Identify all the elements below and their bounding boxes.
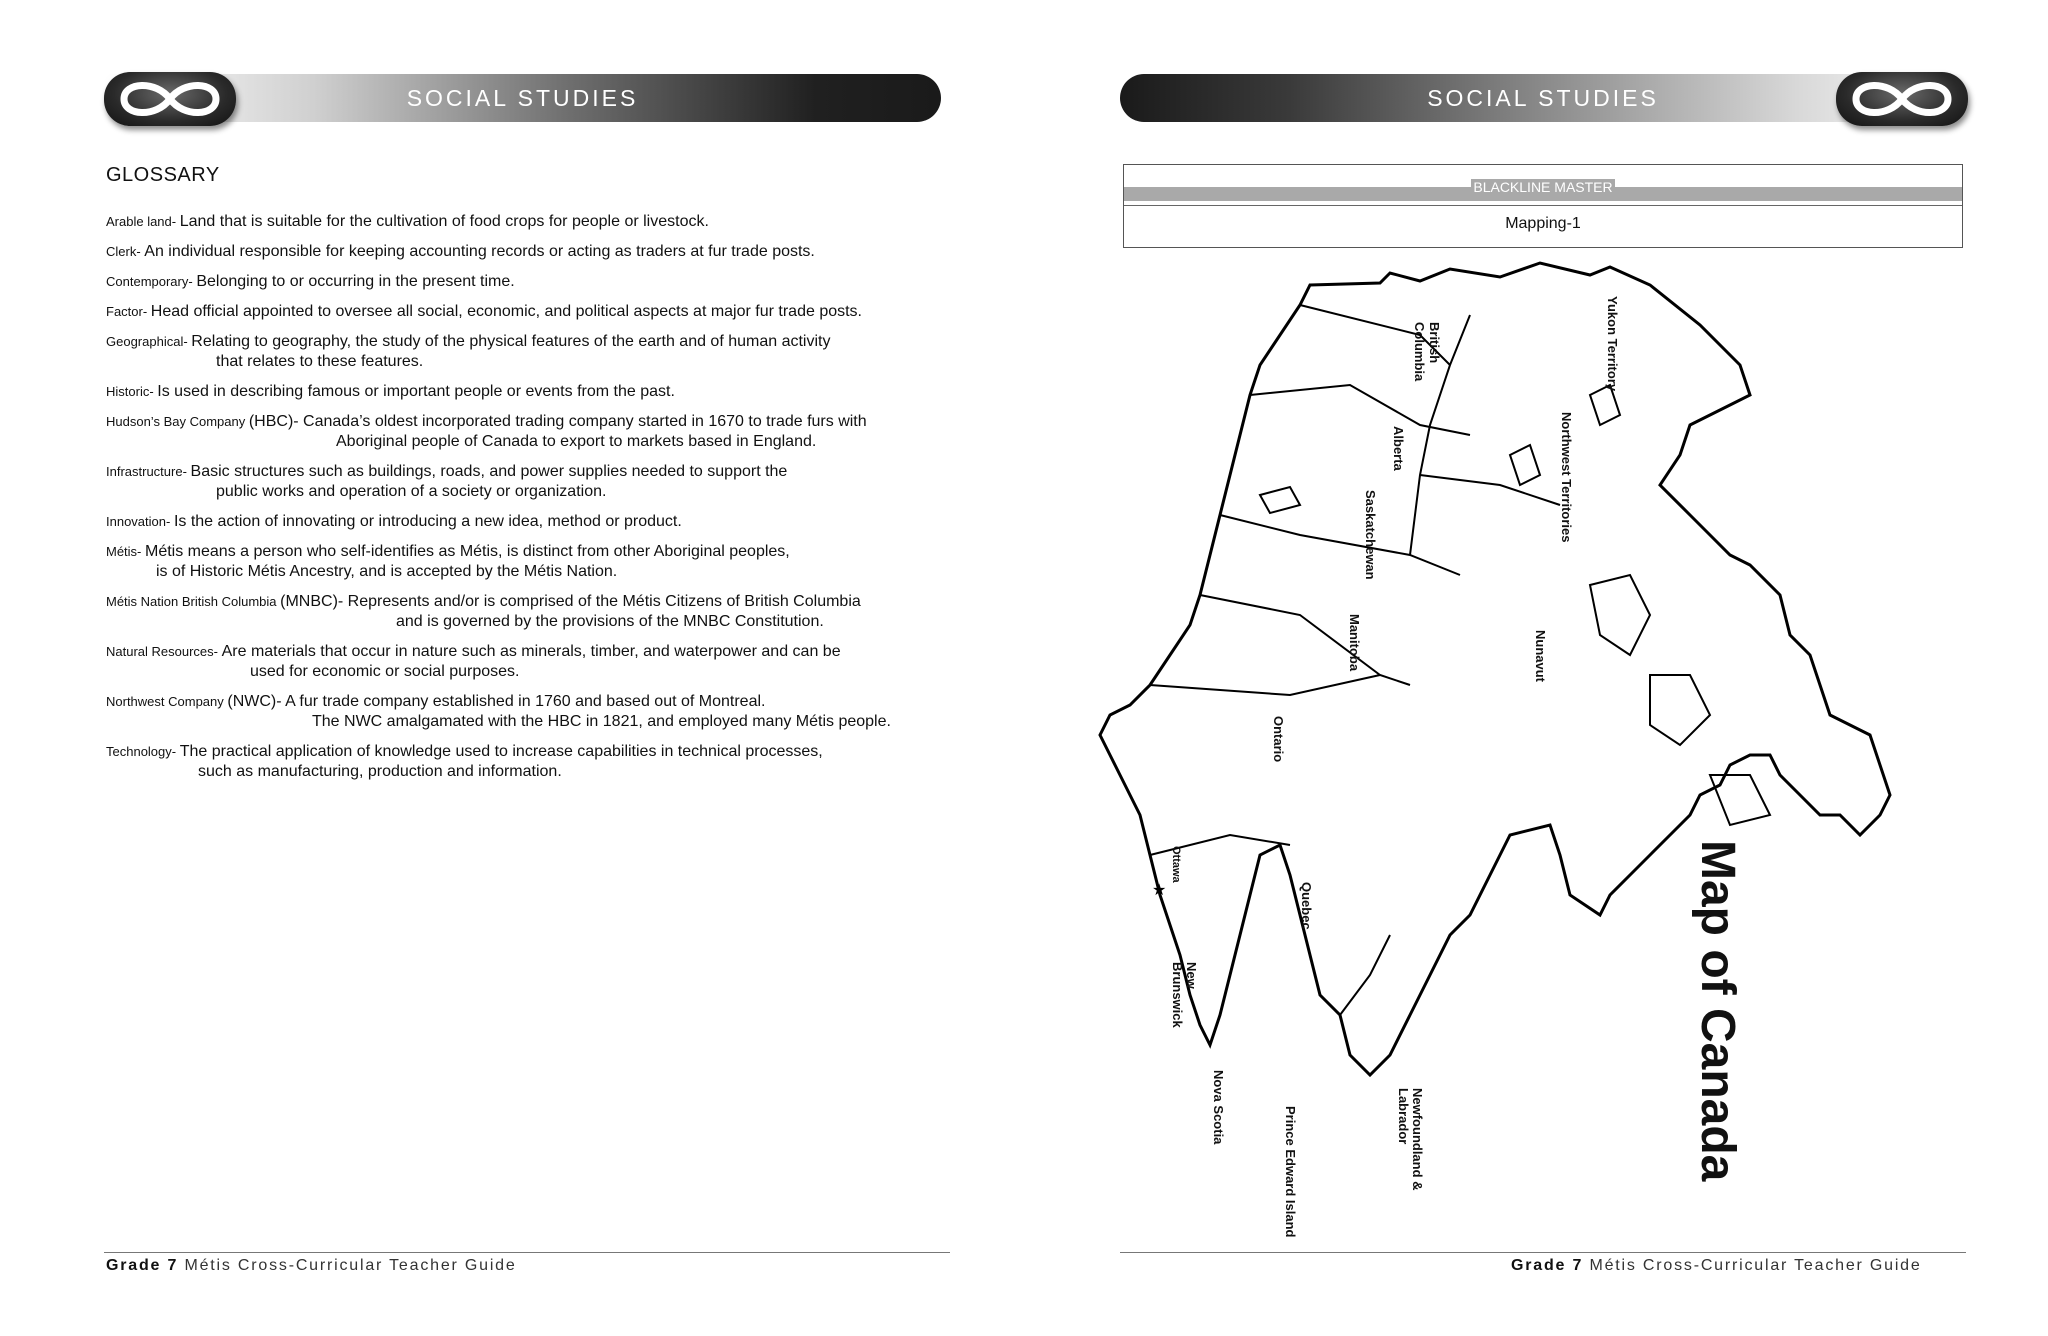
footer-grade: Grade 7: [106, 1257, 179, 1274]
glossary-term: Métis-: [106, 544, 145, 559]
footer-guide: Métis Cross-Curricular Teacher Guide: [184, 1257, 517, 1274]
glossary-definition: Is the action of innovating or introducing a new idea, method or product.: [173, 513, 682, 530]
right-header-title: SOCIAL STUDIES: [1427, 85, 1659, 111]
glossary-definition: (MNBC)- Represents and/or is comprised of the Métis Citizens of British Columbia: [280, 593, 861, 610]
glossary-entry: [106, 642, 841, 682]
glossary-term: Northwest Company: [106, 694, 228, 709]
mapping-label: Mapping-1: [1505, 215, 1581, 232]
glossary-entry: [106, 742, 823, 782]
glossary-entry: [106, 302, 862, 322]
map-label-nwt: Northwest Territories: [1559, 412, 1574, 543]
glossary-definition: Land that is suitable for the cultivation of food crops for people or livestock.: [179, 213, 709, 230]
map-label-newfoundland: Newfoundland & Labrador: [1396, 1088, 1425, 1191]
glossary-term: Geographical-: [106, 334, 192, 349]
glossary-definition-cont: such as manufacturing, production and information.: [198, 763, 562, 780]
glossary-definition-cont: and is governed by the provisions of the MNBC Constitution.: [396, 613, 824, 630]
glossary-definition: Belonging to or occurring in the present time.: [196, 273, 515, 290]
glossary-definition: Métis means a person who self-identifies as Métis, is distinct from other Aboriginal peoples,: [145, 543, 790, 560]
infinity-icon: [1836, 72, 1968, 126]
map-label-pei: Prince Edward Island: [1283, 1106, 1298, 1238]
glossary-term: Hudson’s Bay Company: [106, 414, 249, 429]
glossary-definition-cont: Aboriginal people of Canada to export to markets based in England.: [336, 433, 817, 450]
map-label-yukon: Yukon Territory: [1605, 296, 1620, 392]
glossary-definition: Is used in describing famous or important people or events from the past.: [157, 383, 675, 400]
left-footer: [106, 1257, 517, 1275]
glossary-entry: [106, 242, 815, 262]
blackline-label: BLACKLINE MASTER: [1473, 179, 1613, 195]
glossary-definition: (HBC)- Canada’s oldest incorporated trading company started in 1670 to trade furs with: [248, 413, 867, 430]
ottawa-star-icon: ★: [1152, 880, 1167, 899]
glossary-term: Historic-: [106, 384, 158, 399]
glossary-term: Métis Nation British Columbia: [106, 594, 281, 609]
footer-grade: Grade 7: [1511, 1257, 1584, 1274]
glossary-heading: GLOSSARY: [106, 164, 220, 186]
map-label-ottawa: Ottawa: [1170, 846, 1182, 883]
glossary-term: Arable land-: [106, 214, 180, 229]
glossary-term: Clerk-: [106, 244, 145, 259]
map-label-ontario: Ontario: [1271, 716, 1286, 763]
glossary-definition: The practical application of knowledge used to increase capabilities in technical processes,: [179, 743, 823, 760]
glossary-definition: (NWC)- A fur trade company established in 1760 and based out of Montreal.: [227, 693, 766, 710]
map-label-saskatchewan: Saskatchewan: [1363, 490, 1378, 580]
footer-guide: Métis Cross-Curricular Teacher Guide: [1589, 1257, 1922, 1274]
glossary-definition: Head official appointed to oversee all social, economic, and political aspects at major fur trade posts.: [150, 303, 862, 320]
glossary-definition-cont: used for economic or social purposes.: [250, 663, 520, 680]
glossary-term: Innovation-: [106, 514, 174, 529]
glossary-entry: [106, 592, 861, 632]
left-footer-rule: [104, 1252, 950, 1253]
glossary-term: Technology-: [106, 744, 180, 759]
map-label-alberta: Alberta: [1391, 426, 1406, 471]
glossary-definition-cont: that relates to these features.: [216, 353, 424, 370]
map-label-nunavut: Nunavut: [1533, 630, 1548, 682]
glossary-definition: Basic structures such as buildings, roads, and power supplies needed to support the: [190, 463, 788, 480]
map-label-new-brunswick: New Brunswick: [1170, 962, 1199, 1028]
glossary-term: Natural Resources-: [106, 644, 222, 659]
map-label-nova-scotia: Nova Scotia: [1211, 1070, 1226, 1145]
left-header-title: SOCIAL STUDIES: [406, 85, 639, 111]
glossary-entry: [106, 542, 790, 582]
map-label-quebec: Quebec: [1299, 882, 1314, 930]
glossary-entry: [106, 412, 867, 452]
map-outline: [1100, 263, 1890, 1075]
glossary-entry: [106, 332, 830, 372]
map-label-manitoba: Manitoba: [1347, 614, 1362, 672]
glossary-entry: [106, 692, 891, 732]
glossary-term: Infrastructure-: [106, 464, 191, 479]
glossary-entry: [106, 272, 515, 292]
blackline-divider: [1124, 205, 1962, 206]
map-label-bc: British Columbia: [1412, 322, 1442, 382]
glossary-term: Contemporary-: [106, 274, 197, 289]
glossary-entry: [106, 382, 675, 402]
right-footer-rule: [1120, 1252, 1966, 1253]
glossary-entry: [106, 462, 787, 502]
glossary-entry: [106, 212, 709, 232]
glossary-definition-cont: public works and operation of a society or organization.: [216, 483, 607, 500]
glossary-definition: An individual responsible for keeping accounting records or acting as traders at fur trade posts.: [144, 243, 815, 260]
blackline-master-box: [1123, 164, 1963, 248]
right-footer: [1511, 1257, 1922, 1275]
glossary-entry: [106, 512, 682, 532]
map-title: Map of Canada: [1691, 840, 1744, 1182]
glossary-term: Factor-: [106, 304, 151, 319]
glossary-definition-cont: is of Historic Métis Ancestry, and is accepted by the Métis Nation.: [156, 563, 618, 580]
glossary-definition-cont: The NWC amalgamated with the HBC in 1821, and employed many Métis people.: [312, 713, 891, 730]
glossary-definition: Are materials that occur in nature such as minerals, timber, and waterpower and can be: [221, 643, 841, 660]
infinity-icon: [104, 72, 236, 126]
glossary-definition: Relating to geography, the study of the physical features of the earth and of human activity: [191, 333, 831, 350]
